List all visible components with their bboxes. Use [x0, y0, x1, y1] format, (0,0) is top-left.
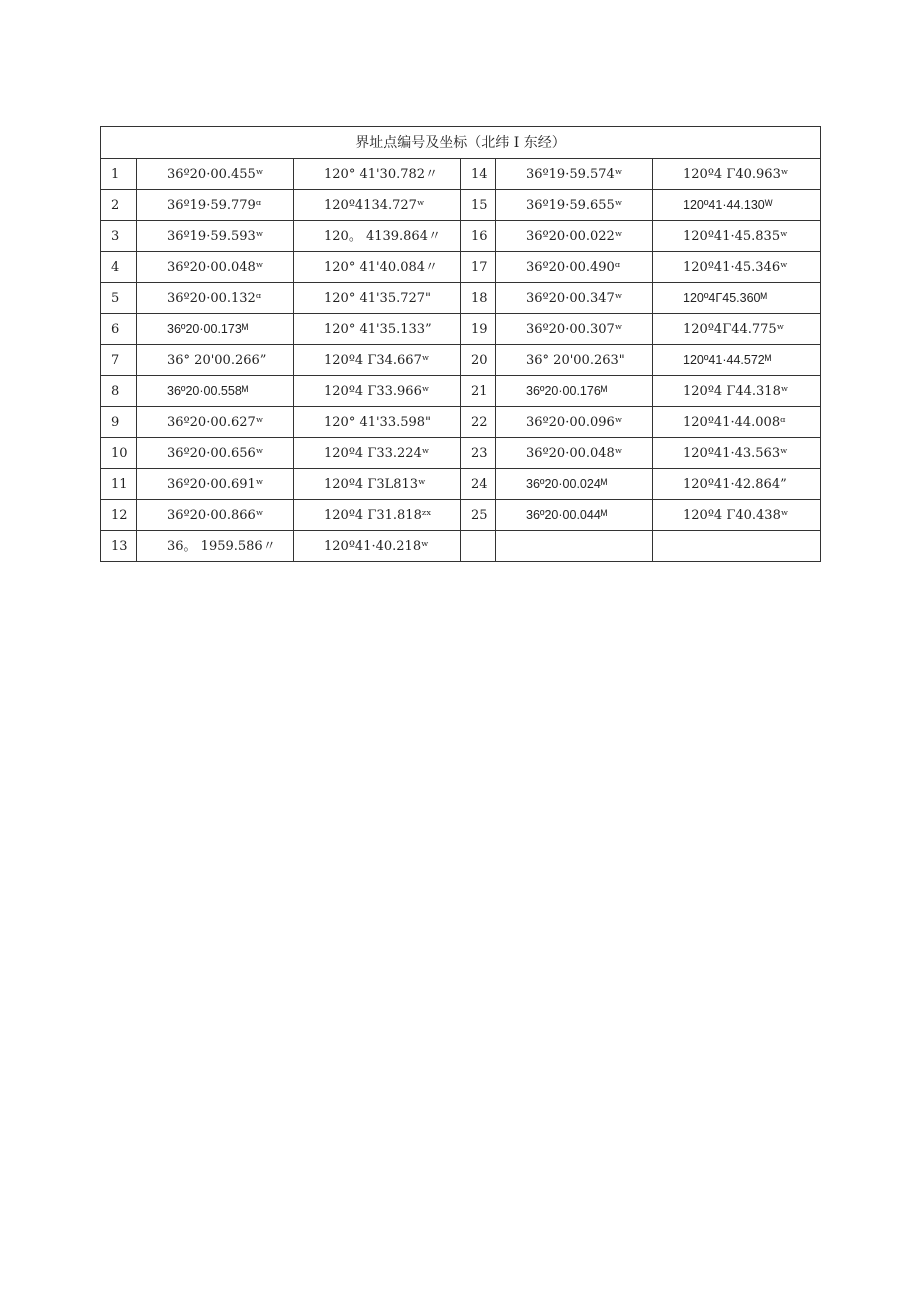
point-number: 25	[461, 500, 496, 531]
point-number	[461, 531, 496, 562]
latitude-cell: 36º20·00.176ᴹ	[496, 376, 653, 407]
point-number: 8	[101, 376, 137, 407]
table-title-row	[101, 127, 821, 159]
point-number: 10	[101, 438, 137, 469]
longitude-cell: 120º4Γ44.775ʷ	[653, 314, 821, 345]
table-row	[101, 314, 821, 345]
point-number: 18	[461, 283, 496, 314]
point-number: 21	[461, 376, 496, 407]
latitude-cell: 36º19·59.779ᵅ	[137, 190, 294, 221]
point-number: 15	[461, 190, 496, 221]
longitude-cell: 120º41·40.218ʷ	[294, 531, 461, 562]
table-row	[101, 190, 821, 221]
longitude-cell	[653, 531, 821, 562]
table-row	[101, 221, 821, 252]
latitude-cell: 36º20·00.044ᴹ	[496, 500, 653, 531]
longitude-cell: 120º4 Γ40.963ʷ	[653, 159, 821, 190]
point-number: 2	[101, 190, 137, 221]
longitude-cell: 120º41·45.346ʷ	[653, 252, 821, 283]
latitude-cell: 36º20·00.307ʷ	[496, 314, 653, 345]
point-number: 23	[461, 438, 496, 469]
table-row	[101, 438, 821, 469]
point-number: 19	[461, 314, 496, 345]
longitude-cell: 120º41·44.572ᴹ	[653, 345, 821, 376]
longitude-cell: 120。 4139.864〃	[294, 221, 461, 252]
longitude-cell: 120º4 Γ34.667ʷ	[294, 345, 461, 376]
table-row	[101, 469, 821, 500]
longitude-cell: 120° 41'40.084〃	[294, 252, 461, 283]
longitude-cell: 120º41·45.835ʷ	[653, 221, 821, 252]
longitude-cell: 120º4Γ45.360ᴹ	[653, 283, 821, 314]
point-number: 12	[101, 500, 137, 531]
longitude-cell: 120° 41'30.782〃	[294, 159, 461, 190]
point-number: 22	[461, 407, 496, 438]
latitude-cell: 36º20·00.490ᵅ	[496, 252, 653, 283]
longitude-cell: 120° 41'35.727"	[294, 283, 461, 314]
latitude-cell: 36º20·00.691ʷ	[137, 469, 294, 500]
point-number: 16	[461, 221, 496, 252]
table-row	[101, 252, 821, 283]
latitude-cell: 36º20·00.656ʷ	[137, 438, 294, 469]
latitude-cell: 36º20·00.048ʷ	[496, 438, 653, 469]
table-body	[101, 159, 821, 562]
longitude-cell: 120º4 Γ3L813ʷ	[294, 469, 461, 500]
longitude-cell: 120º4 Γ33.966ʷ	[294, 376, 461, 407]
latitude-cell: 36º19·59.655ʷ	[496, 190, 653, 221]
point-number: 3	[101, 221, 137, 252]
point-number: 20	[461, 345, 496, 376]
latitude-cell: 36º20·00.866ʷ	[137, 500, 294, 531]
latitude-cell	[496, 531, 653, 562]
point-number: 5	[101, 283, 137, 314]
longitude-cell: 120º4 Γ33.224ʷ	[294, 438, 461, 469]
latitude-cell: 36º20·00.132ᵅ	[137, 283, 294, 314]
longitude-cell: 120º4134.727ʷ	[294, 190, 461, 221]
latitude-cell: 36º20·00.022ʷ	[496, 221, 653, 252]
table-row	[101, 376, 821, 407]
longitude-cell: 120º4 Γ44.318ʷ	[653, 376, 821, 407]
point-number: 24	[461, 469, 496, 500]
point-number: 11	[101, 469, 137, 500]
point-number: 13	[101, 531, 137, 562]
latitude-cell: 36º20·00.627ʷ	[137, 407, 294, 438]
table-row	[101, 407, 821, 438]
longitude-cell: 120º4 Γ40.438ʷ	[653, 500, 821, 531]
longitude-cell: 120° 41'35.133”	[294, 314, 461, 345]
latitude-cell: 36° 20'00.263"	[496, 345, 653, 376]
longitude-cell: 120º41·43.563ʷ	[653, 438, 821, 469]
longitude-cell: 120º4 Γ31.818ᶻˣ	[294, 500, 461, 531]
table-title: 界址点编号及坐标（北纬 I 东经）	[101, 127, 821, 159]
latitude-cell: 36º19·59.574ʷ	[496, 159, 653, 190]
longitude-cell: 120º41·42.864”	[653, 469, 821, 500]
point-number: 1	[101, 159, 137, 190]
longitude-cell: 120º41·44.008ᵅ	[653, 407, 821, 438]
latitude-cell: 36º19·59.593ʷ	[137, 221, 294, 252]
point-number: 9	[101, 407, 137, 438]
latitude-cell: 36º20·00.048ʷ	[137, 252, 294, 283]
table-row	[101, 500, 821, 531]
latitude-cell: 36° 20'00.266”	[137, 345, 294, 376]
latitude-cell: 36º20·00.096ʷ	[496, 407, 653, 438]
latitude-cell: 36º20·00.173ᴹ	[137, 314, 294, 345]
point-number: 6	[101, 314, 137, 345]
latitude-cell: 36º20·00.347ʷ	[496, 283, 653, 314]
longitude-cell: 120° 41'33.598"	[294, 407, 461, 438]
point-number: 17	[461, 252, 496, 283]
longitude-cell: 120º41·44.130ᵂ	[653, 190, 821, 221]
latitude-cell: 36º20·00.024ᴹ	[496, 469, 653, 500]
table-row	[101, 345, 821, 376]
table-row	[101, 283, 821, 314]
latitude-cell: 36º20·00.455ʷ	[137, 159, 294, 190]
latitude-cell: 36º20·00.558ᴹ	[137, 376, 294, 407]
point-number: 14	[461, 159, 496, 190]
point-number: 4	[101, 252, 137, 283]
point-number: 7	[101, 345, 137, 376]
coordinate-table	[100, 126, 821, 562]
latitude-cell: 36。 1959.586〃	[137, 531, 294, 562]
table-row	[101, 531, 821, 562]
table-row	[101, 159, 821, 190]
